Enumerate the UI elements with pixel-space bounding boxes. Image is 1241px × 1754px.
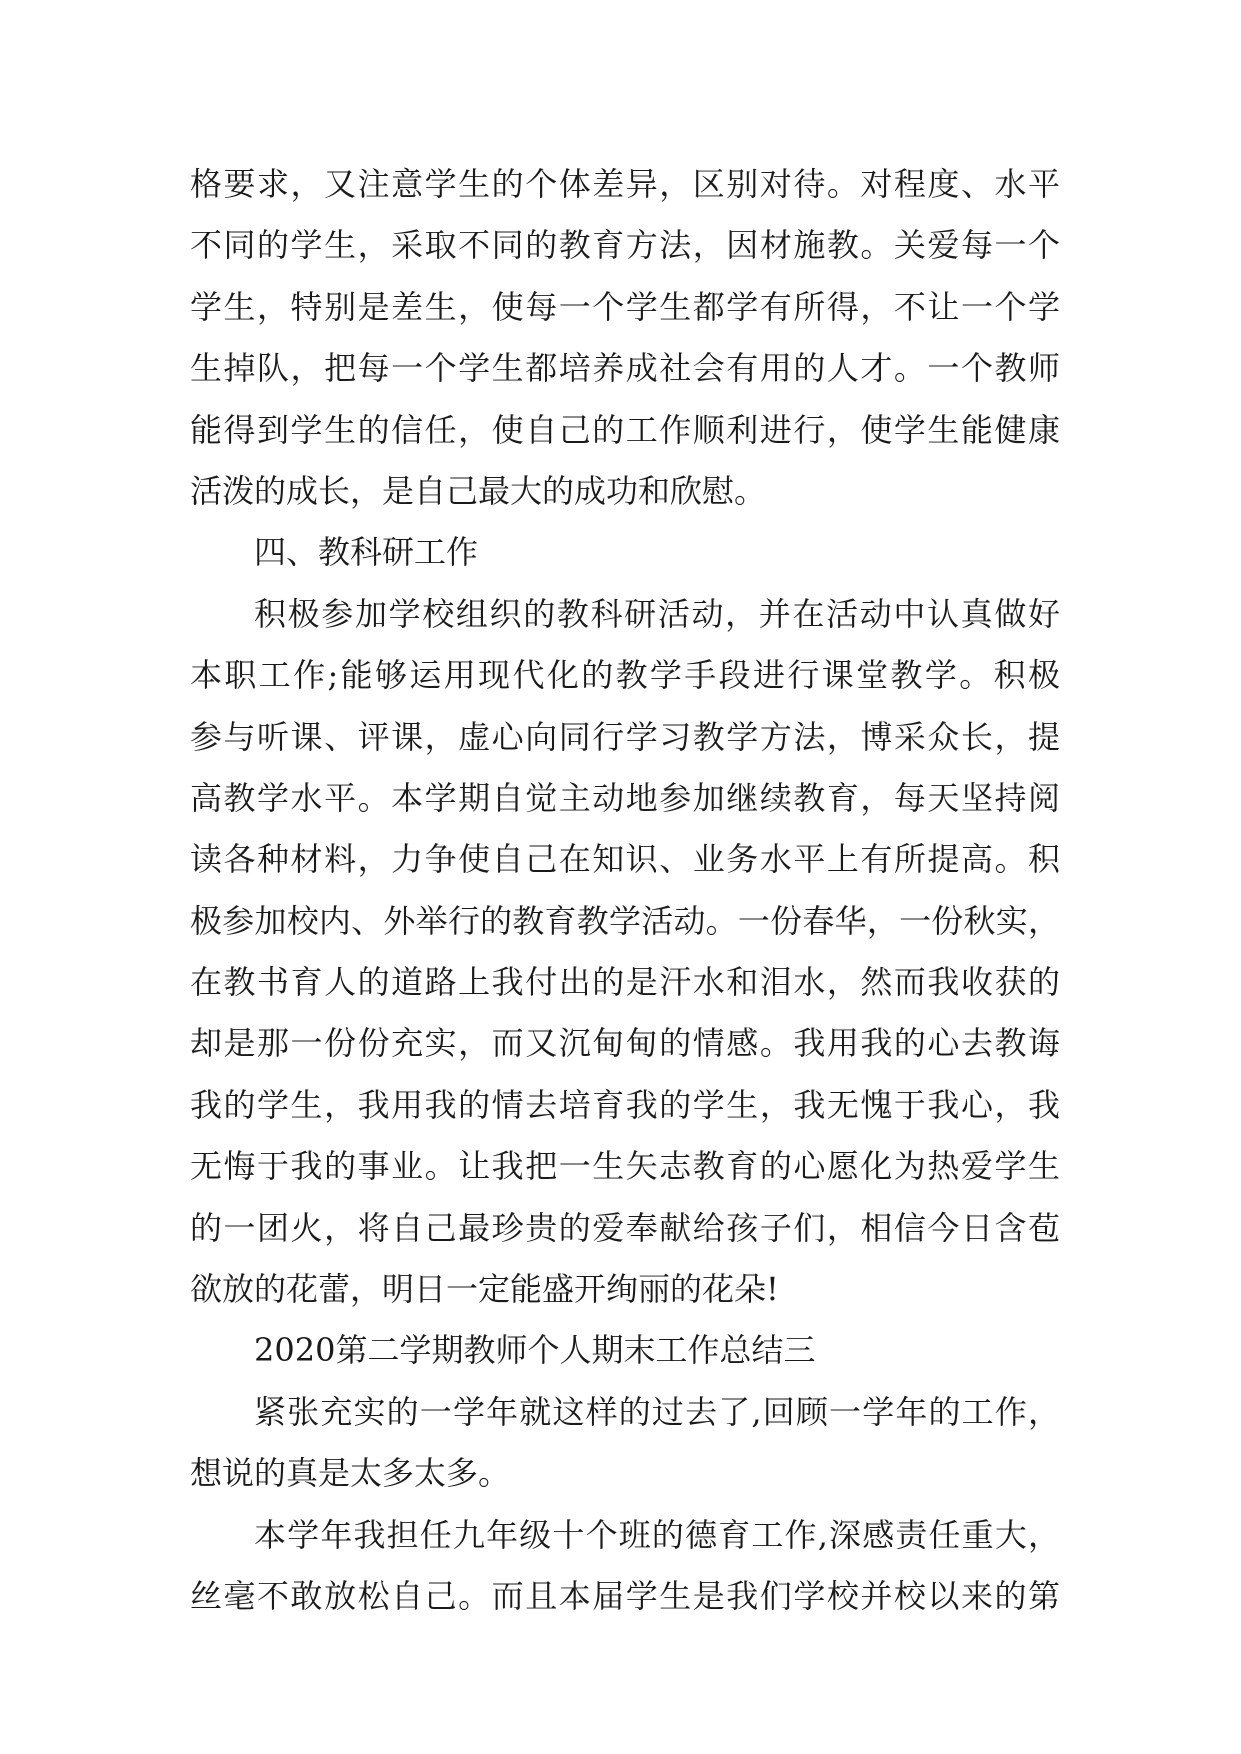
text-line: 读各种材料，力争使自己在知识、业务水平上有所提高。积 xyxy=(190,840,1060,879)
text-line: 格要求，又注意学生的个体差异，区别对待。对程度、水平 xyxy=(190,165,1060,203)
text-line: 想说的真是太多太多。 xyxy=(190,1454,511,1493)
text-line: 极参加校内、外举行的教育教学活动。一份春华，一份秋实， xyxy=(190,901,1060,940)
text-line: 无悔于我的事业。让我把一生矢志教育的心愿化为热爱学生 xyxy=(190,1147,1060,1186)
text-line: 生掉队，把每一个学生都培养成社会有用的人才。一个教师 xyxy=(190,349,1060,388)
text-line: 的一团火，将自己最珍贵的爱奉献给孩子们，相信今日含苞 xyxy=(190,1208,1060,1247)
text-line: 2020第二学期教师个人期末工作总结三 xyxy=(254,1331,816,1370)
text-line: 却是那一份份充实，而又沉甸甸的情感。我用我的心去教诲 xyxy=(190,1024,1060,1063)
text-line: 不同的学生，采取不同的教育方法，因材施教。关爱每一个 xyxy=(190,226,1060,265)
text-line: 参与听课、评课，虚心向同行学习教学方法，博采众长，提 xyxy=(190,717,1060,756)
text-line: 四、教科研工作 xyxy=(254,533,479,572)
text-line: 高教学水平。本学期自觉主动地参加继续教育，每天坚持阅 xyxy=(190,778,1060,817)
text-line: 紧张充实的一学年就这样的过去了,回顾一学年的工作， xyxy=(254,1392,1060,1431)
text-line: 丝毫不敢放松自己。而且本届学生是我们学校并校以来的第 xyxy=(190,1576,1060,1615)
text-line: 学生，特别是差生，使每一个学生都学有所得，不让一个学 xyxy=(190,287,1060,326)
text-line: 本职工作;能够运用现代化的教学手段进行课堂教学。积极 xyxy=(190,656,1060,695)
text-line: 在教书育人的道路上我付出的是汗水和泪水，然而我收获的 xyxy=(190,963,1060,1002)
text-line: 积极参加学校组织的教科研活动，并在活动中认真做好 xyxy=(254,594,1060,633)
body-text xyxy=(190,154,1060,1627)
text-line: 欲放的花蕾，明日一定能盛开绚丽的花朵! xyxy=(190,1270,779,1309)
text-line: 活泼的成长，是自己最大的成功和欣慰。 xyxy=(190,471,767,510)
text-line: 本学年我担任九年级十个班的德育工作,深感责任重大， xyxy=(254,1515,1060,1554)
text-line: 能得到学生的信任，使自己的工作顺利进行，使学生能健康 xyxy=(190,410,1060,449)
text-line: 我的学生，我用我的情去培育我的学生，我无愧于我心，我 xyxy=(190,1085,1060,1124)
